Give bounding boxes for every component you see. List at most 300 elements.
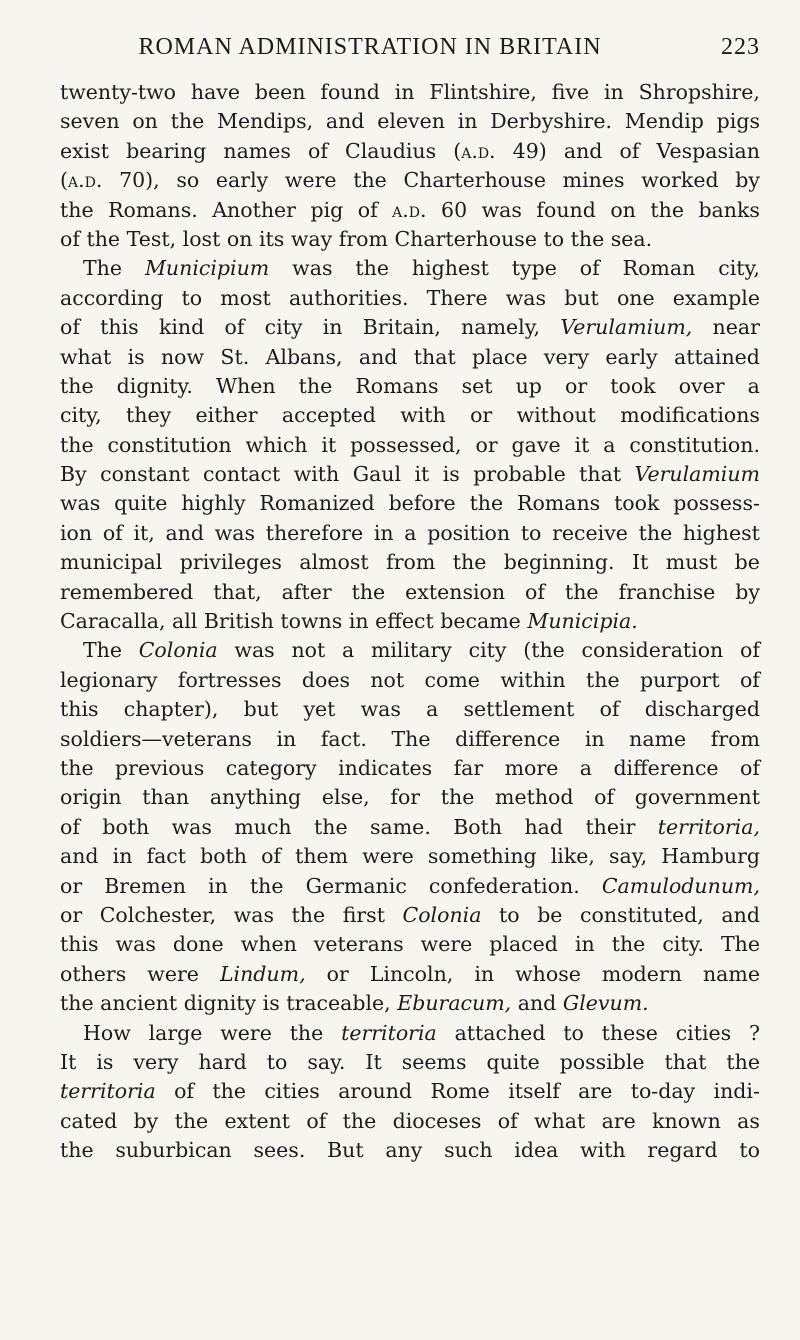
word: modern <box>601 961 682 986</box>
word: of <box>60 814 80 839</box>
word: both <box>200 844 247 869</box>
word: in <box>574 932 595 957</box>
word: Albans, <box>265 344 343 369</box>
word: was <box>292 256 333 281</box>
word: or <box>565 373 588 398</box>
word: to-day <box>630 1079 696 1104</box>
word: on <box>132 109 158 134</box>
word: in <box>112 844 133 869</box>
word: the <box>86 226 121 251</box>
word: of <box>739 638 760 663</box>
word: a <box>747 373 760 398</box>
word: It <box>631 550 649 575</box>
word: be <box>734 550 760 575</box>
word: of <box>308 138 328 163</box>
word: the <box>298 373 333 398</box>
word: of <box>224 315 245 340</box>
word: territoria <box>60 1079 156 1104</box>
word: or <box>470 403 493 428</box>
word: in <box>584 726 605 751</box>
word: set <box>461 373 493 398</box>
word: to <box>266 1049 288 1074</box>
word: city. <box>662 932 704 957</box>
word: exist <box>60 138 110 163</box>
page-number: 223 <box>721 34 760 60</box>
word: Bremen <box>104 873 187 898</box>
word: the <box>650 197 684 222</box>
word: the <box>289 1020 324 1045</box>
word: it <box>321 432 337 457</box>
word: come <box>424 667 480 692</box>
book-page <box>60 34 760 1165</box>
word: It <box>365 1049 382 1074</box>
word: to <box>499 902 520 927</box>
word: the <box>564 579 599 604</box>
word: others <box>60 961 127 986</box>
word: in <box>474 961 495 986</box>
text-line <box>60 196 760 225</box>
word: receive <box>552 520 628 545</box>
word: five <box>551 80 590 104</box>
word: by <box>735 168 760 193</box>
word: be <box>537 902 563 927</box>
word: to <box>543 226 565 251</box>
word: known <box>652 1108 721 1133</box>
word: territoria <box>341 1020 437 1045</box>
word: name <box>702 961 760 986</box>
word: the <box>355 256 389 281</box>
word: Derbyshire. <box>490 109 613 134</box>
word: is <box>442 462 460 487</box>
word: quite <box>114 491 168 516</box>
word: difference <box>455 726 561 751</box>
word: modifications <box>620 403 760 428</box>
word: around <box>338 1079 413 1104</box>
word: (a.d. <box>60 168 103 193</box>
word: Gaul <box>352 462 402 487</box>
word: something <box>427 844 537 869</box>
word: took <box>610 373 656 398</box>
word: of <box>594 785 615 810</box>
word: now <box>160 344 205 369</box>
word: been <box>254 80 306 104</box>
text-line <box>60 548 760 577</box>
word: confederation. <box>428 873 580 898</box>
word: these <box>601 1020 658 1045</box>
word: previous <box>115 755 205 780</box>
word: regard <box>647 1138 718 1163</box>
text-line <box>60 930 760 959</box>
word: them <box>295 844 349 869</box>
word: in <box>208 873 228 898</box>
word: does <box>301 667 350 692</box>
word: Both <box>453 814 503 839</box>
word: fact <box>146 844 187 869</box>
word: near <box>712 315 760 340</box>
word: and <box>563 138 603 163</box>
text-line <box>60 1048 760 1077</box>
word: over <box>678 373 725 398</box>
word: with <box>580 1138 626 1163</box>
word: it <box>414 462 430 487</box>
word: found <box>536 197 596 222</box>
word: way <box>290 226 333 251</box>
word: discharged <box>644 697 760 722</box>
word: banks <box>698 197 760 222</box>
word: in <box>394 80 415 104</box>
word: ancient <box>100 991 178 1016</box>
word: the <box>638 520 673 545</box>
word: soldiers—veterans <box>60 726 252 751</box>
word: one <box>616 285 655 310</box>
word: of <box>739 667 760 692</box>
word: done <box>172 932 224 957</box>
word: first <box>342 902 385 927</box>
word: it, <box>133 520 155 545</box>
word: the <box>60 991 94 1016</box>
word: was <box>234 638 275 663</box>
text-line <box>60 401 760 430</box>
word: highly <box>181 491 246 516</box>
text-line <box>60 1019 760 1048</box>
word: was <box>233 902 274 927</box>
word: The <box>83 256 123 281</box>
word: Municipia. <box>527 609 638 634</box>
word: ion <box>60 520 93 545</box>
word: not <box>291 638 326 663</box>
word: traceable, <box>286 991 391 1016</box>
word: according <box>60 285 164 310</box>
word: the <box>351 579 386 604</box>
word: it <box>574 432 590 457</box>
word: When <box>215 373 276 398</box>
text-line <box>60 1136 760 1165</box>
word: names <box>223 138 291 163</box>
word: placed <box>489 932 558 957</box>
word: was <box>214 520 256 545</box>
word: anything <box>209 785 302 810</box>
word: were <box>420 932 473 957</box>
word: was <box>505 285 547 310</box>
word: but <box>564 285 599 310</box>
word: St. <box>220 344 250 369</box>
text-line <box>60 489 760 518</box>
text-line <box>60 137 760 166</box>
word: must <box>665 550 718 575</box>
word: mines <box>562 168 625 193</box>
text-line <box>60 842 760 871</box>
word: franchise <box>618 579 716 604</box>
text-line <box>60 254 760 283</box>
word: Colchester, <box>99 902 217 927</box>
word: and <box>721 902 760 927</box>
word: and <box>165 520 205 545</box>
word: Roman <box>622 256 696 281</box>
word: most <box>220 285 271 310</box>
word: city, <box>60 403 102 428</box>
word: namely, <box>461 315 541 340</box>
text-line <box>60 313 760 342</box>
word: Claudius <box>345 138 437 163</box>
word: cated <box>60 1108 118 1133</box>
word: city, <box>718 256 760 281</box>
word: category <box>225 755 317 780</box>
word: Romans <box>517 491 601 516</box>
word: Romans <box>355 373 439 398</box>
word: difference <box>613 755 719 780</box>
word: method <box>495 785 574 810</box>
word: Rome <box>430 1079 490 1104</box>
word: remembered <box>60 579 194 604</box>
word: Lincoln, <box>369 961 454 986</box>
word: far <box>453 755 484 780</box>
word: almost <box>299 550 369 575</box>
word: to <box>181 285 203 310</box>
word: Another <box>212 197 296 222</box>
word: its <box>258 226 285 251</box>
word: the <box>586 667 620 692</box>
word: extension <box>405 579 506 604</box>
word: beginning. <box>503 550 615 575</box>
word: the <box>440 785 475 810</box>
word: Britain, <box>362 315 441 340</box>
word: 60 <box>441 197 468 222</box>
word: or <box>60 873 83 898</box>
text-line <box>60 166 760 195</box>
word: or <box>60 902 83 927</box>
word: a <box>603 432 616 457</box>
word: privileges <box>179 550 282 575</box>
word: to <box>739 1138 760 1163</box>
word: of <box>525 579 545 604</box>
word: very <box>543 344 589 369</box>
word: city <box>468 638 507 663</box>
word: a <box>341 638 355 663</box>
word: same. <box>370 814 431 839</box>
word: The <box>391 726 431 751</box>
word: of <box>261 844 282 869</box>
word: indi- <box>713 1079 760 1104</box>
word: Flintshire, <box>429 80 537 104</box>
word: of <box>599 697 620 722</box>
text-line <box>60 1077 760 1106</box>
word: Romanized <box>259 491 375 516</box>
word: to <box>563 1020 584 1045</box>
word: kind <box>158 315 205 340</box>
word: type <box>511 256 557 281</box>
word: from <box>386 550 436 575</box>
word: Charterhouse <box>403 168 546 193</box>
word: and <box>358 344 398 369</box>
word: and <box>517 991 557 1016</box>
word: extent <box>224 1108 291 1133</box>
word: that, <box>213 579 262 604</box>
word: of <box>497 1108 518 1133</box>
word: of <box>102 520 123 545</box>
word: such <box>444 1138 493 1163</box>
word: early <box>605 344 658 369</box>
text-line <box>60 872 760 901</box>
word: they <box>126 403 172 428</box>
word: both <box>102 814 150 839</box>
word: say, <box>609 844 648 869</box>
word: and <box>325 109 365 134</box>
word: a <box>426 697 439 722</box>
word: are <box>601 1108 636 1133</box>
word: (the <box>523 638 565 663</box>
word: the <box>469 491 504 516</box>
word: twenty-two <box>60 80 176 104</box>
text-line <box>60 636 760 665</box>
word: Shropshire, <box>638 80 760 104</box>
word: indicates <box>338 755 433 780</box>
word: were <box>284 168 337 193</box>
word: of <box>740 755 760 780</box>
word: ? <box>749 1020 760 1045</box>
word: origin <box>60 785 122 810</box>
word: pig <box>310 197 344 222</box>
text-line <box>60 607 760 636</box>
word: all <box>172 609 198 634</box>
word: It <box>60 1049 77 1074</box>
word: of <box>579 256 600 281</box>
word: from <box>710 726 760 751</box>
word: more <box>504 755 559 780</box>
word: cities <box>675 1020 732 1045</box>
text-line <box>60 989 760 1018</box>
word: settlement <box>463 697 575 722</box>
text-line <box>60 107 760 136</box>
word: Verulamium, <box>560 315 693 340</box>
word: that <box>664 1049 707 1074</box>
word: chapter), <box>123 697 219 722</box>
word: Eburacum, <box>397 991 512 1016</box>
word: in <box>604 80 624 104</box>
word: what <box>60 344 112 369</box>
word: or <box>326 961 349 986</box>
word: example <box>672 285 760 310</box>
body-text <box>60 78 760 1165</box>
word: fact. <box>320 726 367 751</box>
word: found <box>320 80 380 104</box>
word: therefore <box>265 520 364 545</box>
word: is <box>96 1049 114 1074</box>
word: Municipium <box>144 256 270 281</box>
word: was <box>360 697 401 722</box>
word: with <box>400 403 446 428</box>
word: is <box>262 991 280 1016</box>
word: attached <box>454 1020 546 1045</box>
word: on <box>226 226 253 251</box>
word: their <box>585 814 636 839</box>
text-line <box>60 754 760 783</box>
word: on <box>610 197 636 222</box>
text-line <box>60 960 760 989</box>
word: idea <box>514 1138 559 1163</box>
word: towns <box>280 609 343 634</box>
text-line <box>60 225 760 254</box>
word: the <box>170 109 205 134</box>
word: were <box>362 844 414 869</box>
word: municipal <box>60 550 163 575</box>
word: highest <box>411 256 489 281</box>
word: the <box>570 226 605 251</box>
running-head <box>60 34 760 70</box>
text-line <box>60 460 760 489</box>
word: or <box>475 432 498 457</box>
word: 49) <box>512 138 547 163</box>
word: constitution. <box>629 432 760 457</box>
word: like, <box>550 844 595 869</box>
word: became <box>440 609 521 634</box>
word: place <box>472 344 528 369</box>
text-line <box>60 284 760 313</box>
word: British <box>203 609 274 634</box>
word: lost <box>182 226 221 251</box>
word: that <box>413 344 456 369</box>
word: territoria, <box>657 814 760 839</box>
word: the <box>353 168 387 193</box>
word: to <box>520 520 542 545</box>
word: seven <box>60 109 120 134</box>
word: that <box>579 462 622 487</box>
word: of <box>60 315 80 340</box>
word: Glevum. <box>562 991 649 1016</box>
word: the <box>291 902 326 927</box>
word: after <box>281 579 332 604</box>
word: the <box>60 197 94 222</box>
word: had <box>524 814 564 839</box>
word: within <box>500 667 566 692</box>
word: the <box>611 932 646 957</box>
word: which <box>245 432 308 457</box>
word: veterans <box>313 932 404 957</box>
word: of <box>60 226 80 251</box>
text-line <box>60 519 760 548</box>
word: before <box>388 491 456 516</box>
word: the <box>60 432 94 457</box>
word: the <box>174 1108 209 1133</box>
word: dignity. <box>116 373 193 398</box>
word: say. <box>307 1049 346 1074</box>
word: from <box>338 226 388 251</box>
word: quite <box>486 1049 540 1074</box>
word: the <box>60 373 94 398</box>
word: The <box>83 638 123 663</box>
word: either <box>195 403 258 428</box>
word: the <box>452 550 487 575</box>
text-line <box>60 695 760 724</box>
word: legionary <box>60 667 158 692</box>
word: cities <box>264 1079 320 1104</box>
word: of <box>306 1108 327 1133</box>
word: so <box>176 168 200 193</box>
word: attained <box>673 344 760 369</box>
word: purport <box>639 667 720 692</box>
word: accepted <box>281 403 376 428</box>
word: was <box>481 197 522 222</box>
word: this <box>60 932 99 957</box>
word: for <box>390 785 421 810</box>
word: Vespasian <box>656 138 760 163</box>
word: a <box>579 755 592 780</box>
word: possible <box>559 1049 645 1074</box>
word: the <box>60 755 94 780</box>
word: a <box>404 520 417 545</box>
word: Verulamium <box>634 462 760 487</box>
word: by <box>133 1108 159 1133</box>
word: the <box>60 1138 94 1163</box>
